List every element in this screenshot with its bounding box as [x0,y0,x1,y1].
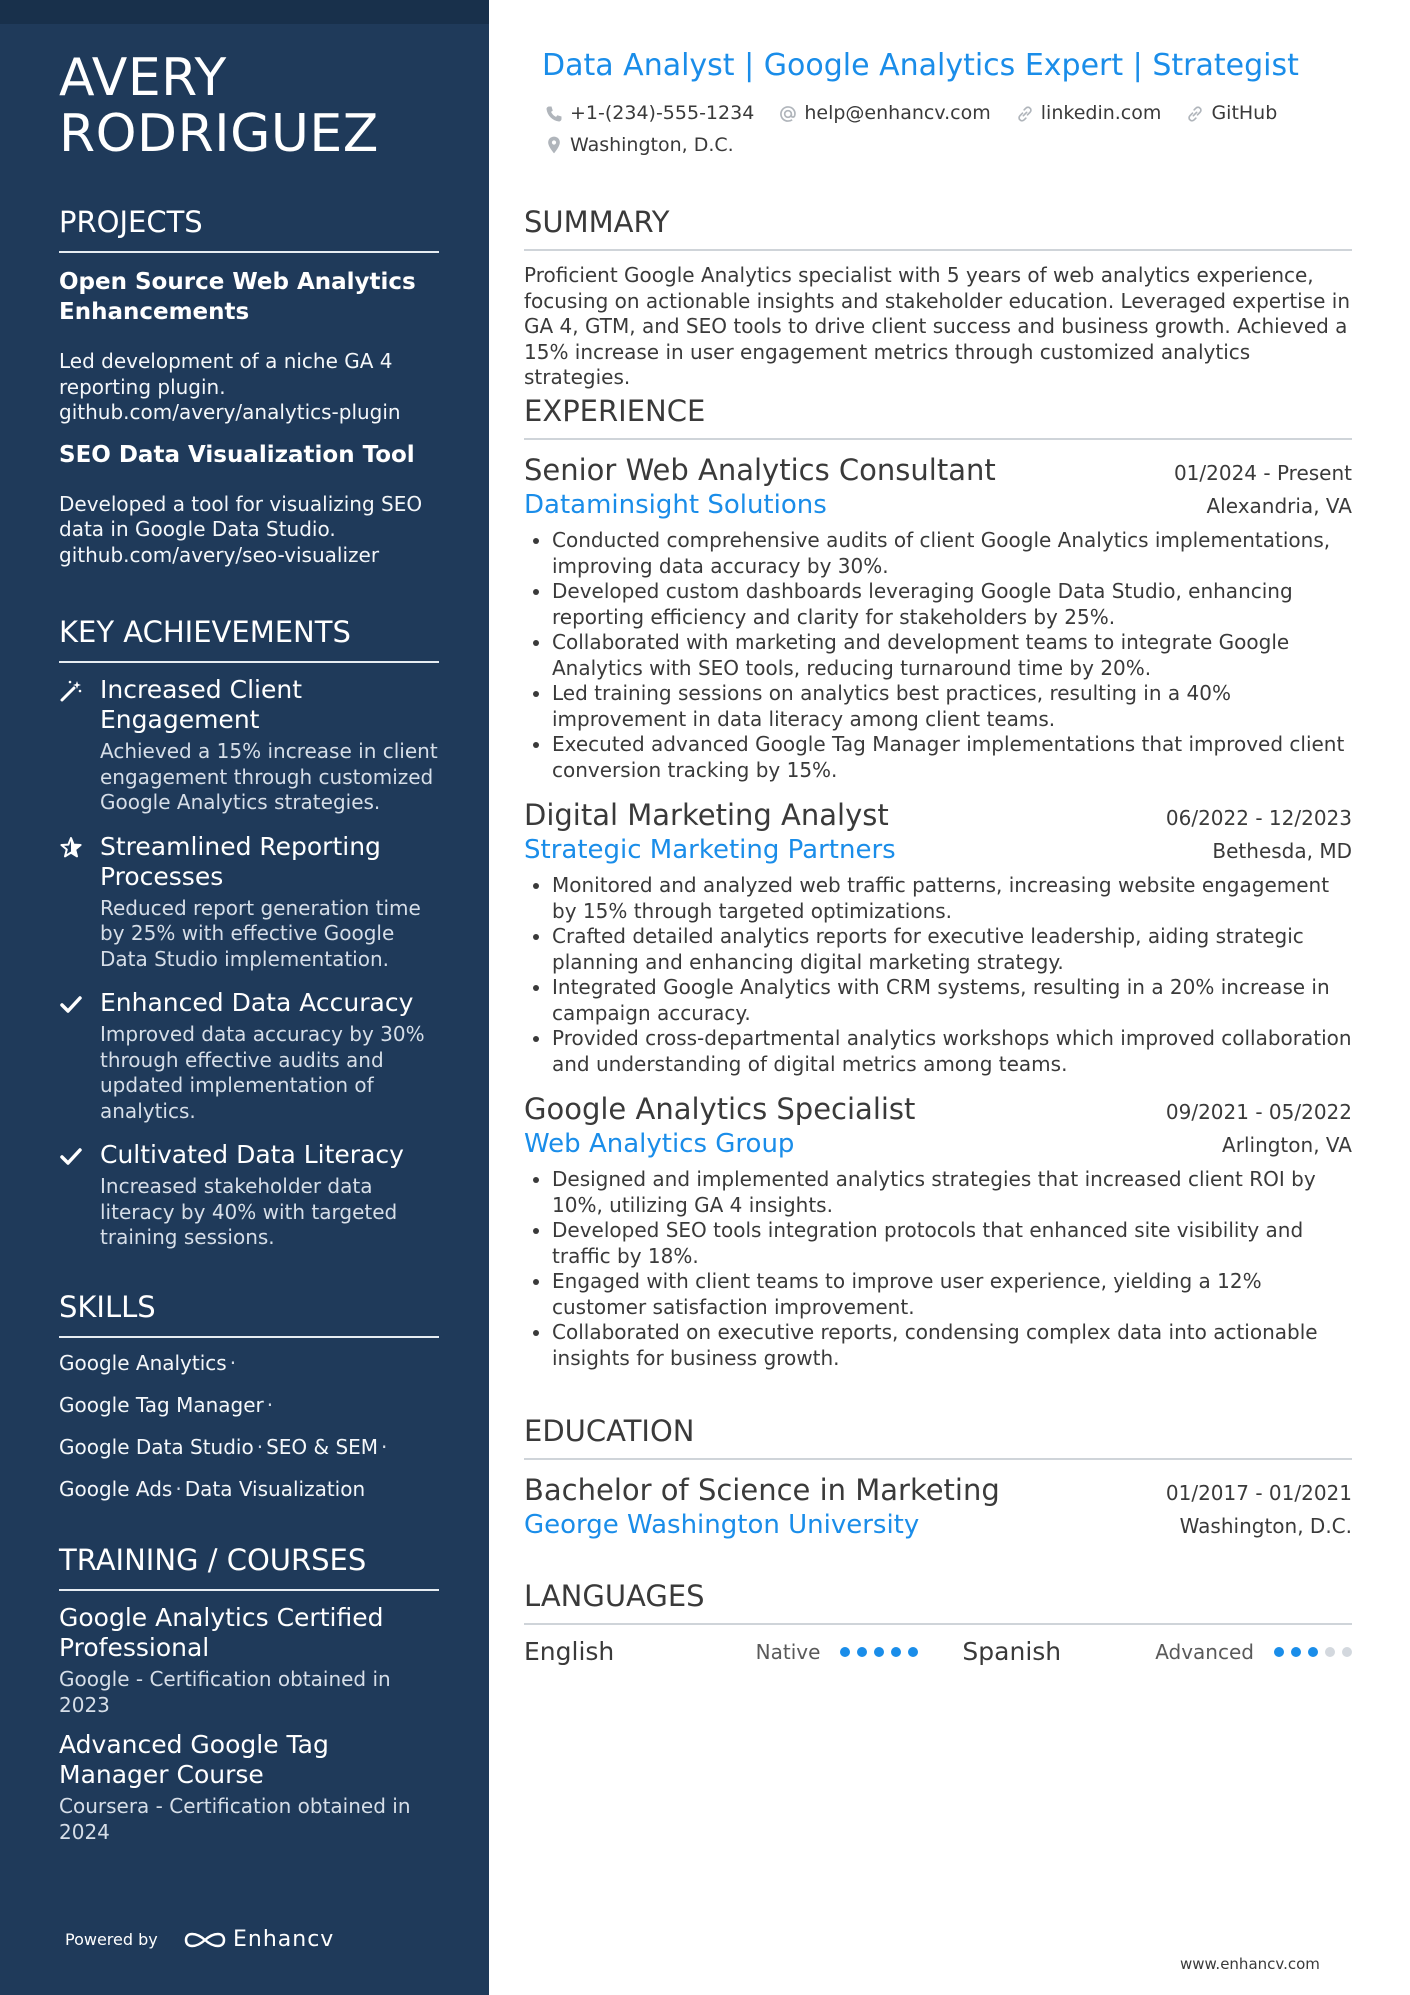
job-bullet: • Monitored and analyzed web traffic patterns, increasing website engagement by 15% through targeted optimizations. [552,873,1352,924]
language-proficiency-dots [840,1647,918,1657]
job-entry [524,452,1352,783]
at-sign-icon [778,104,798,124]
summary-heading: SUMMARY [524,205,1352,251]
languages-row [524,1637,1352,1666]
language-name: Spanish [962,1637,1062,1666]
job-bullet: • Developed custom dashboards leveraging Google Data Studio, enhancing reporting efficiency and clarity for stakeholders by 25%. [552,579,1352,630]
project-title: SEO Data Visualization Tool [59,441,415,468]
projects-section [59,205,439,568]
course-description: Coursera - Certification obtained in 2024 [59,1794,411,1844]
powered-by-label: Powered by [65,1930,158,1949]
skills-heading: SKILLS [59,1290,439,1338]
achievement-title: Streamlined Reporting Processes [100,831,381,891]
job-bullets [524,1167,1352,1371]
contact-github[interactable] [1185,100,1277,127]
skill-separator: · [266,1393,274,1417]
summary-text: Proficient Google Analytics specialist with 5 years of web analytics experience, focusing on actionable insights and stakeholder education. Leveraged expertise in GA 4, GTM, and SEO tools to drive client success and business growth. Achieved a 15% increase in user engagement metrics through customized analytics strategies. [524,263,1351,389]
skill-tag: Google Tag Manager [59,1393,264,1417]
magic-wand-icon [59,679,83,703]
achievement-description: Reduced report generation time by 25% with effective Google Data Studio implementation. [100,895,421,971]
job-title: Google Analytics Specialist [524,1092,916,1126]
enhancv-brand-text: Enhancv [233,1927,335,1952]
languages-section [524,1579,1352,1666]
enhancv-logo[interactable] [183,1926,343,1954]
job-bullet: • Collaborated on executive reports, condensing complex data into actionable insights for business growth. [552,1320,1352,1371]
job-title: Senior Web Analytics Consultant [524,453,996,487]
achievement-description: Achieved a 15% increase in client engagement through customized Google Analytics strategies. [100,739,438,814]
experience-section [524,394,1352,1385]
job-dates: 09/2021 - 05/2022 [1165,1100,1352,1124]
language-level: Native [755,1639,821,1664]
contact-email[interactable] [778,100,990,127]
experience-heading: EXPERIENCE [524,394,1352,440]
skill-tag: Google Ads [59,1477,173,1501]
linkedin-text: linkedin.com [1040,102,1162,124]
skill-row [59,1350,439,1376]
course-item [59,1603,439,1718]
proficiency-dot [1308,1647,1318,1657]
company-name: Dataminsight Solutions [524,490,827,520]
proficiency-dot [1342,1647,1352,1657]
proficiency-dot [840,1647,850,1657]
phone-icon [544,104,564,124]
achievement-item [59,832,439,973]
project-description: Developed a tool for visualizing SEO data in Google Data Studio. [59,491,423,541]
job-bullet: • Developed SEO tools integration protocols that enhanced site visibility and traffic by 18%. [552,1218,1352,1269]
skill-separator: · [381,1435,388,1459]
job-bullet: • Executed advanced Google Tag Manager implementations that improved client conversion tracking by 15%. [552,732,1352,783]
achievement-item [59,988,439,1124]
school-location: Washington, D.C. [1179,1514,1352,1538]
job-location: Arlington, VA [1222,1133,1352,1157]
skill-tag: Data Visualization [184,1477,366,1501]
headline: Data Analyst | Google Analytics Expert | Strategist [542,48,1299,83]
job-dates: 01/2024 - Present [1173,461,1352,485]
company-name: Web Analytics Group [524,1129,795,1159]
job-bullets [524,873,1352,1077]
job-bullet: • Integrated Google Analytics with CRM systems, resulting in a 20% increase in campaign accuracy. [552,975,1352,1026]
job-title: Digital Marketing Analyst [524,798,889,832]
project-link[interactable]: github.com/avery/analytics-plugin [59,400,401,424]
proficiency-dot [1274,1647,1284,1657]
enhancv-logo-icon [183,1926,227,1954]
email-text: help@enhancv.com [804,102,991,124]
achievements-heading: KEY ACHIEVEMENTS [59,615,439,663]
contact-phone[interactable] [544,100,754,127]
proficiency-dot [874,1647,884,1657]
project-item [59,440,439,569]
job-location: Bethesda, MD [1212,839,1352,863]
achievement-title: Cultivated Data Literacy [100,1140,404,1169]
course-description: Google - Certification obtained in 2023 [59,1667,391,1717]
project-link[interactable]: github.com/avery/seo-visualizer [59,542,380,567]
job-bullet: • Provided cross-departmental analytics workshops which improved collaboration and understanding of digital metrics among teams. [552,1026,1352,1077]
achievement-description: Increased stakeholder data literacy by 40% with targeted training sessions. [100,1174,398,1249]
proficiency-dot [857,1647,867,1657]
job-bullet: • Crafted detailed analytics reports for executive leadership, aiding strategic planning and enhancing digital marketing strategy. [552,924,1352,975]
link-icon [1015,104,1035,124]
job-bullet: • Collaborated with marketing and development teams to integrate Google Analytics with SEO tools, reducing turnaround time by 20%. [552,630,1352,681]
github-text: GitHub [1211,102,1278,124]
proficiency-dot [1325,1647,1335,1657]
course-item [59,1730,439,1845]
candidate-name: AVERY RODRIGUEZ [59,48,379,164]
achievement-description: Improved data accuracy by 30% through effective audits and updated implementation of analytics. [100,1022,425,1123]
language-level: Advanced [1155,1639,1254,1664]
skill-tag: Google Analytics [59,1351,227,1375]
job-bullets [524,528,1352,783]
proficiency-dot [891,1647,901,1657]
skill-row [59,1392,439,1418]
skills-section [59,1290,439,1518]
courses-heading: TRAINING / COURSES [59,1543,439,1591]
projects-heading: PROJECTS [59,205,439,253]
course-title: Advanced Google Tag Manager Course [59,1730,329,1789]
contact-location [544,132,734,159]
proficiency-dot [908,1647,918,1657]
checkmark-icon [59,1144,83,1168]
job-location: Alexandria, VA [1206,494,1352,518]
achievement-item [59,1140,439,1251]
language-proficiency-dots [1274,1647,1352,1657]
achievement-item [59,675,439,816]
skill-separator: · [175,1477,182,1501]
job-entry [524,797,1352,1077]
skill-tag: Google Data Studio [59,1435,254,1459]
degree-title: Bachelor of Science in Marketing [524,1473,1000,1507]
language-name: English [524,1637,615,1666]
location-pin-icon [544,135,564,155]
contact-info [544,100,1344,163]
summary-section [524,205,1352,391]
achievement-title: Enhanced Data Accuracy [100,988,414,1017]
job-bullet: • Conducted comprehensive audits of client Google Analytics implementations, improving data accuracy by 30%. [552,528,1352,579]
education-dates: 01/2017 - 01/2021 [1165,1481,1352,1505]
proficiency-dot [1291,1647,1301,1657]
education-section [524,1414,1352,1542]
languages-heading: LANGUAGES [524,1579,1352,1625]
courses-section [59,1543,439,1857]
contact-linkedin[interactable] [1015,100,1162,127]
location-text: Washington, D.C. [570,133,734,156]
checkmark-icon [59,992,83,1016]
job-entry [524,1091,1352,1371]
sidebar [0,0,489,1995]
skill-separator: · [229,1351,237,1375]
skill-tag: SEO & SEM [266,1435,379,1459]
skill-row [59,1434,439,1460]
company-name: Strategic Marketing Partners [524,835,896,865]
job-bullet: • Led training sessions on analytics best practices, resulting in a 40% improvement in data literacy among client teams. [552,681,1352,732]
phone-text: +1-(234)-555-1234 [570,102,755,124]
footer-url[interactable]: www.enhancv.com [1180,1955,1320,1973]
achievements-section [59,615,439,1267]
star-icon [59,836,83,860]
sidebar-top-band [0,0,489,24]
school-name: George Washington University [524,1510,920,1540]
project-title: Open Source Web Analytics Enhancements [59,269,416,325]
skill-row [59,1476,439,1502]
skill-separator: · [256,1435,264,1459]
achievement-title: Increased Client Engagement [100,675,302,734]
education-heading: EDUCATION [524,1414,1352,1460]
project-item [59,267,439,426]
course-title: Google Analytics Certified Professional [59,1603,384,1662]
link-icon [1185,104,1205,124]
job-bullet: • Designed and implemented analytics strategies that increased client ROI by 10%, utilizing GA 4 insights. [552,1167,1352,1218]
project-description: Led development of a niche GA 4 reporting plugin. [59,349,393,399]
job-dates: 06/2022 - 12/2023 [1165,806,1352,830]
job-bullet: • Engaged with client teams to improve user experience, yielding a 12% customer satisfaction improvement. [552,1269,1352,1320]
